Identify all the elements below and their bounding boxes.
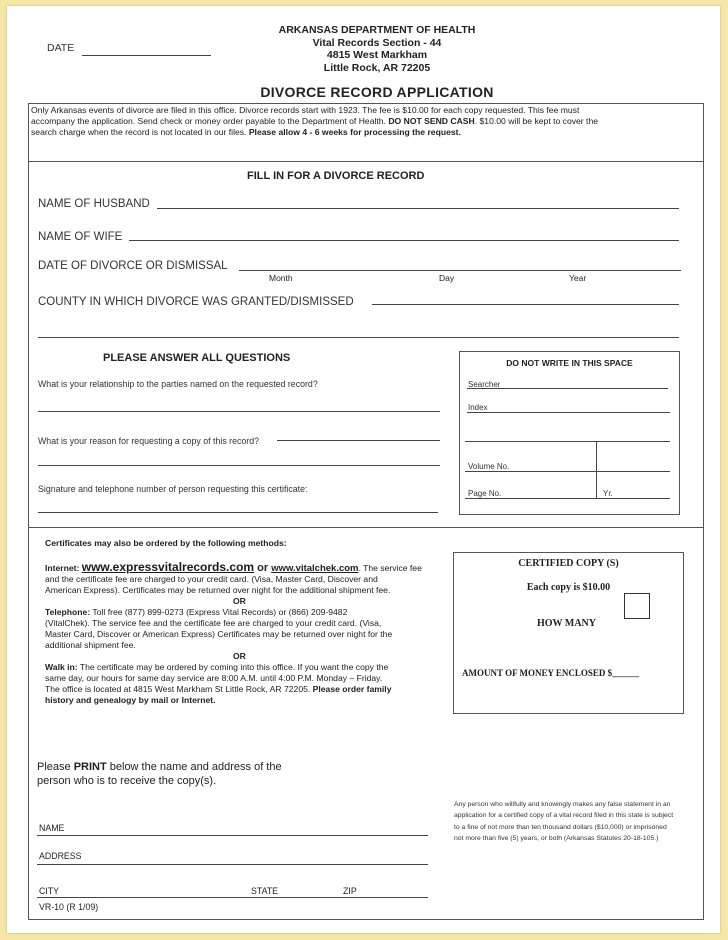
searcher-field xyxy=(467,388,668,389)
state-label: STATE xyxy=(251,886,279,896)
relationship-field[interactable] xyxy=(38,411,440,412)
walkin-line-1: Walk in: The certificate may be ordered by coming into this office. If you want the copy the xyxy=(45,662,389,672)
form-page xyxy=(7,6,720,933)
question-reason: What is your reason for requesting a copy of this record? xyxy=(38,436,260,446)
city-label: CITY xyxy=(39,886,60,896)
dept-line-1: ARKANSAS DEPARTMENT OF HEALTH xyxy=(278,24,476,36)
internet-line-2: and the certificate fee are charged to your credit card. (Visa, Master Card, Discover and xyxy=(45,574,378,584)
department-address xyxy=(227,24,527,74)
page-label: Page No. xyxy=(468,489,502,498)
dept-line-2: Vital Records Section - 44 xyxy=(312,36,442,49)
dept-line-3: 4815 West Markham xyxy=(326,49,428,61)
internet-line-3: American Express). Certificates may be returned over night for the additional shipment fee. xyxy=(45,585,391,595)
wife-label: NAME OF WIFE xyxy=(38,231,123,243)
county-label: COUNTY IN WHICH DIVORCE WAS GRANTED/DISMISSED xyxy=(38,296,354,308)
address-label: ADDRESS xyxy=(39,851,82,861)
express-vital-link[interactable]: www.expressvitalrecords.com xyxy=(81,560,255,574)
each-copy-price: Each copy is $10.00 xyxy=(526,582,611,593)
index-label: Index xyxy=(468,403,488,412)
month-label: Month xyxy=(269,273,293,283)
amount-enclosed-label[interactable]: AMOUNT OF MONEY ENCLOSED $______ xyxy=(462,668,640,678)
page-field xyxy=(465,498,670,499)
intro-line-3: search charge when the record is not located in our files. Please allow 4 - 6 weeks for processing the request. xyxy=(31,127,461,137)
print-instruction-1: Please PRINT below the name and address of the xyxy=(37,761,282,773)
county-field[interactable] xyxy=(372,304,679,305)
office-use-heading: DO NOT WRITE IN THIS SPACE xyxy=(506,358,633,368)
questions-heading: PLEASE ANSWER ALL QUESTIONS xyxy=(103,352,291,364)
question-signature: Signature and telephone number of person requesting this certificate: xyxy=(38,484,308,494)
date-label: DATE xyxy=(47,42,75,54)
question-relationship: What is your relationship to the parties named on the requested record? xyxy=(38,379,318,389)
searcher-label: Searcher xyxy=(468,380,501,389)
false-statement-warning: Any person who willfully and knowingly makes any false statement in an application for a certified copy of a vital record filed in this state is subject to a fine of not more than ten thousand dollars ($10,000) or imprisoned not more than five (5) years, or both (Arkansas Statutes 20-18-105.) xyxy=(454,801,674,842)
volume-field xyxy=(465,471,670,472)
certified-heading: CERTIFIED COPY (S) xyxy=(518,558,619,569)
reason-field-line-2[interactable] xyxy=(38,465,440,466)
print-instruction-2: person who is to receive the copy(s). xyxy=(37,775,217,787)
vitalchek-link[interactable]: www.vitalchek.com xyxy=(271,563,359,574)
office-line-3 xyxy=(465,441,670,442)
lower-section xyxy=(28,527,704,920)
volume-label: Volume No. xyxy=(468,462,510,471)
husband-label: NAME OF HUSBAND xyxy=(38,198,150,210)
divorce-date-label: DATE OF DIVORCE OR DISMISSAL xyxy=(38,260,228,272)
walkin-line-3: The office is located at 4815 West Markham St Little Rock, AR 72205. Please order family xyxy=(45,684,392,694)
telephone-line-2: (VitalChek). The service fee and the certificate fee are charged to your credit card. (Visa, xyxy=(45,618,382,628)
telephone-line-3: Master Card, Discover or American Express) Certificates may be returned over night for the xyxy=(45,629,393,639)
divorce-date-field[interactable] xyxy=(239,270,681,271)
yr-label: Yr. xyxy=(603,489,613,498)
form-number: VR-10 (R 1/09) xyxy=(39,902,99,912)
walkin-line-2: same day, our hours for same day service are 8:00 A.M. until 4:00 P.M. Monday – Friday. xyxy=(45,673,383,683)
intro-line-1: Only Arkansas events of divorce are filed in this office. Divorce records start with 1923. The fee is $10.00 for each copy requested. This fee must xyxy=(31,105,580,115)
or-2: OR xyxy=(233,651,246,661)
office-divider xyxy=(596,441,597,499)
telephone-line-1: Telephone: Toll free (877) 899-0273 (Express Vital Records) or (866) 209-9482 xyxy=(45,607,348,617)
telephone-line-4: additional shipment fee. xyxy=(45,640,136,650)
dept-line-4: Little Rock, AR 72205 xyxy=(323,61,431,74)
wife-field[interactable] xyxy=(129,240,679,241)
date-field[interactable] xyxy=(82,55,211,56)
zip-label: ZIP xyxy=(343,886,357,896)
internet-line-1: Internet: www.expressvitalrecords.com or www.vitalchek.com. The service fee xyxy=(45,560,422,574)
day-label: Day xyxy=(439,273,455,283)
index-field xyxy=(467,412,670,413)
how-many-label: HOW MANY xyxy=(537,618,596,629)
or-1: OR xyxy=(233,596,246,606)
form-title: DIVORCE RECORD APPLICATION xyxy=(260,84,494,100)
husband-field[interactable] xyxy=(157,208,679,209)
methods-heading: Certificates may also be ordered by the following methods: xyxy=(45,538,287,548)
signature-field[interactable] xyxy=(38,512,438,513)
year-label: Year xyxy=(569,273,587,283)
intro-line-2: accompany the application. Send check or money order payable to the Department of Health. DO NOT SEND CASH. $10.00 will be kept to cover the xyxy=(31,116,598,126)
walkin-line-4: history and genealogy by mail or Internet. xyxy=(45,695,216,705)
reason-field[interactable] xyxy=(277,440,440,441)
name-label: NAME xyxy=(39,823,65,833)
county-field-line-2[interactable] xyxy=(38,337,679,338)
record-heading: FILL IN FOR A DIVORCE RECORD xyxy=(247,170,425,182)
